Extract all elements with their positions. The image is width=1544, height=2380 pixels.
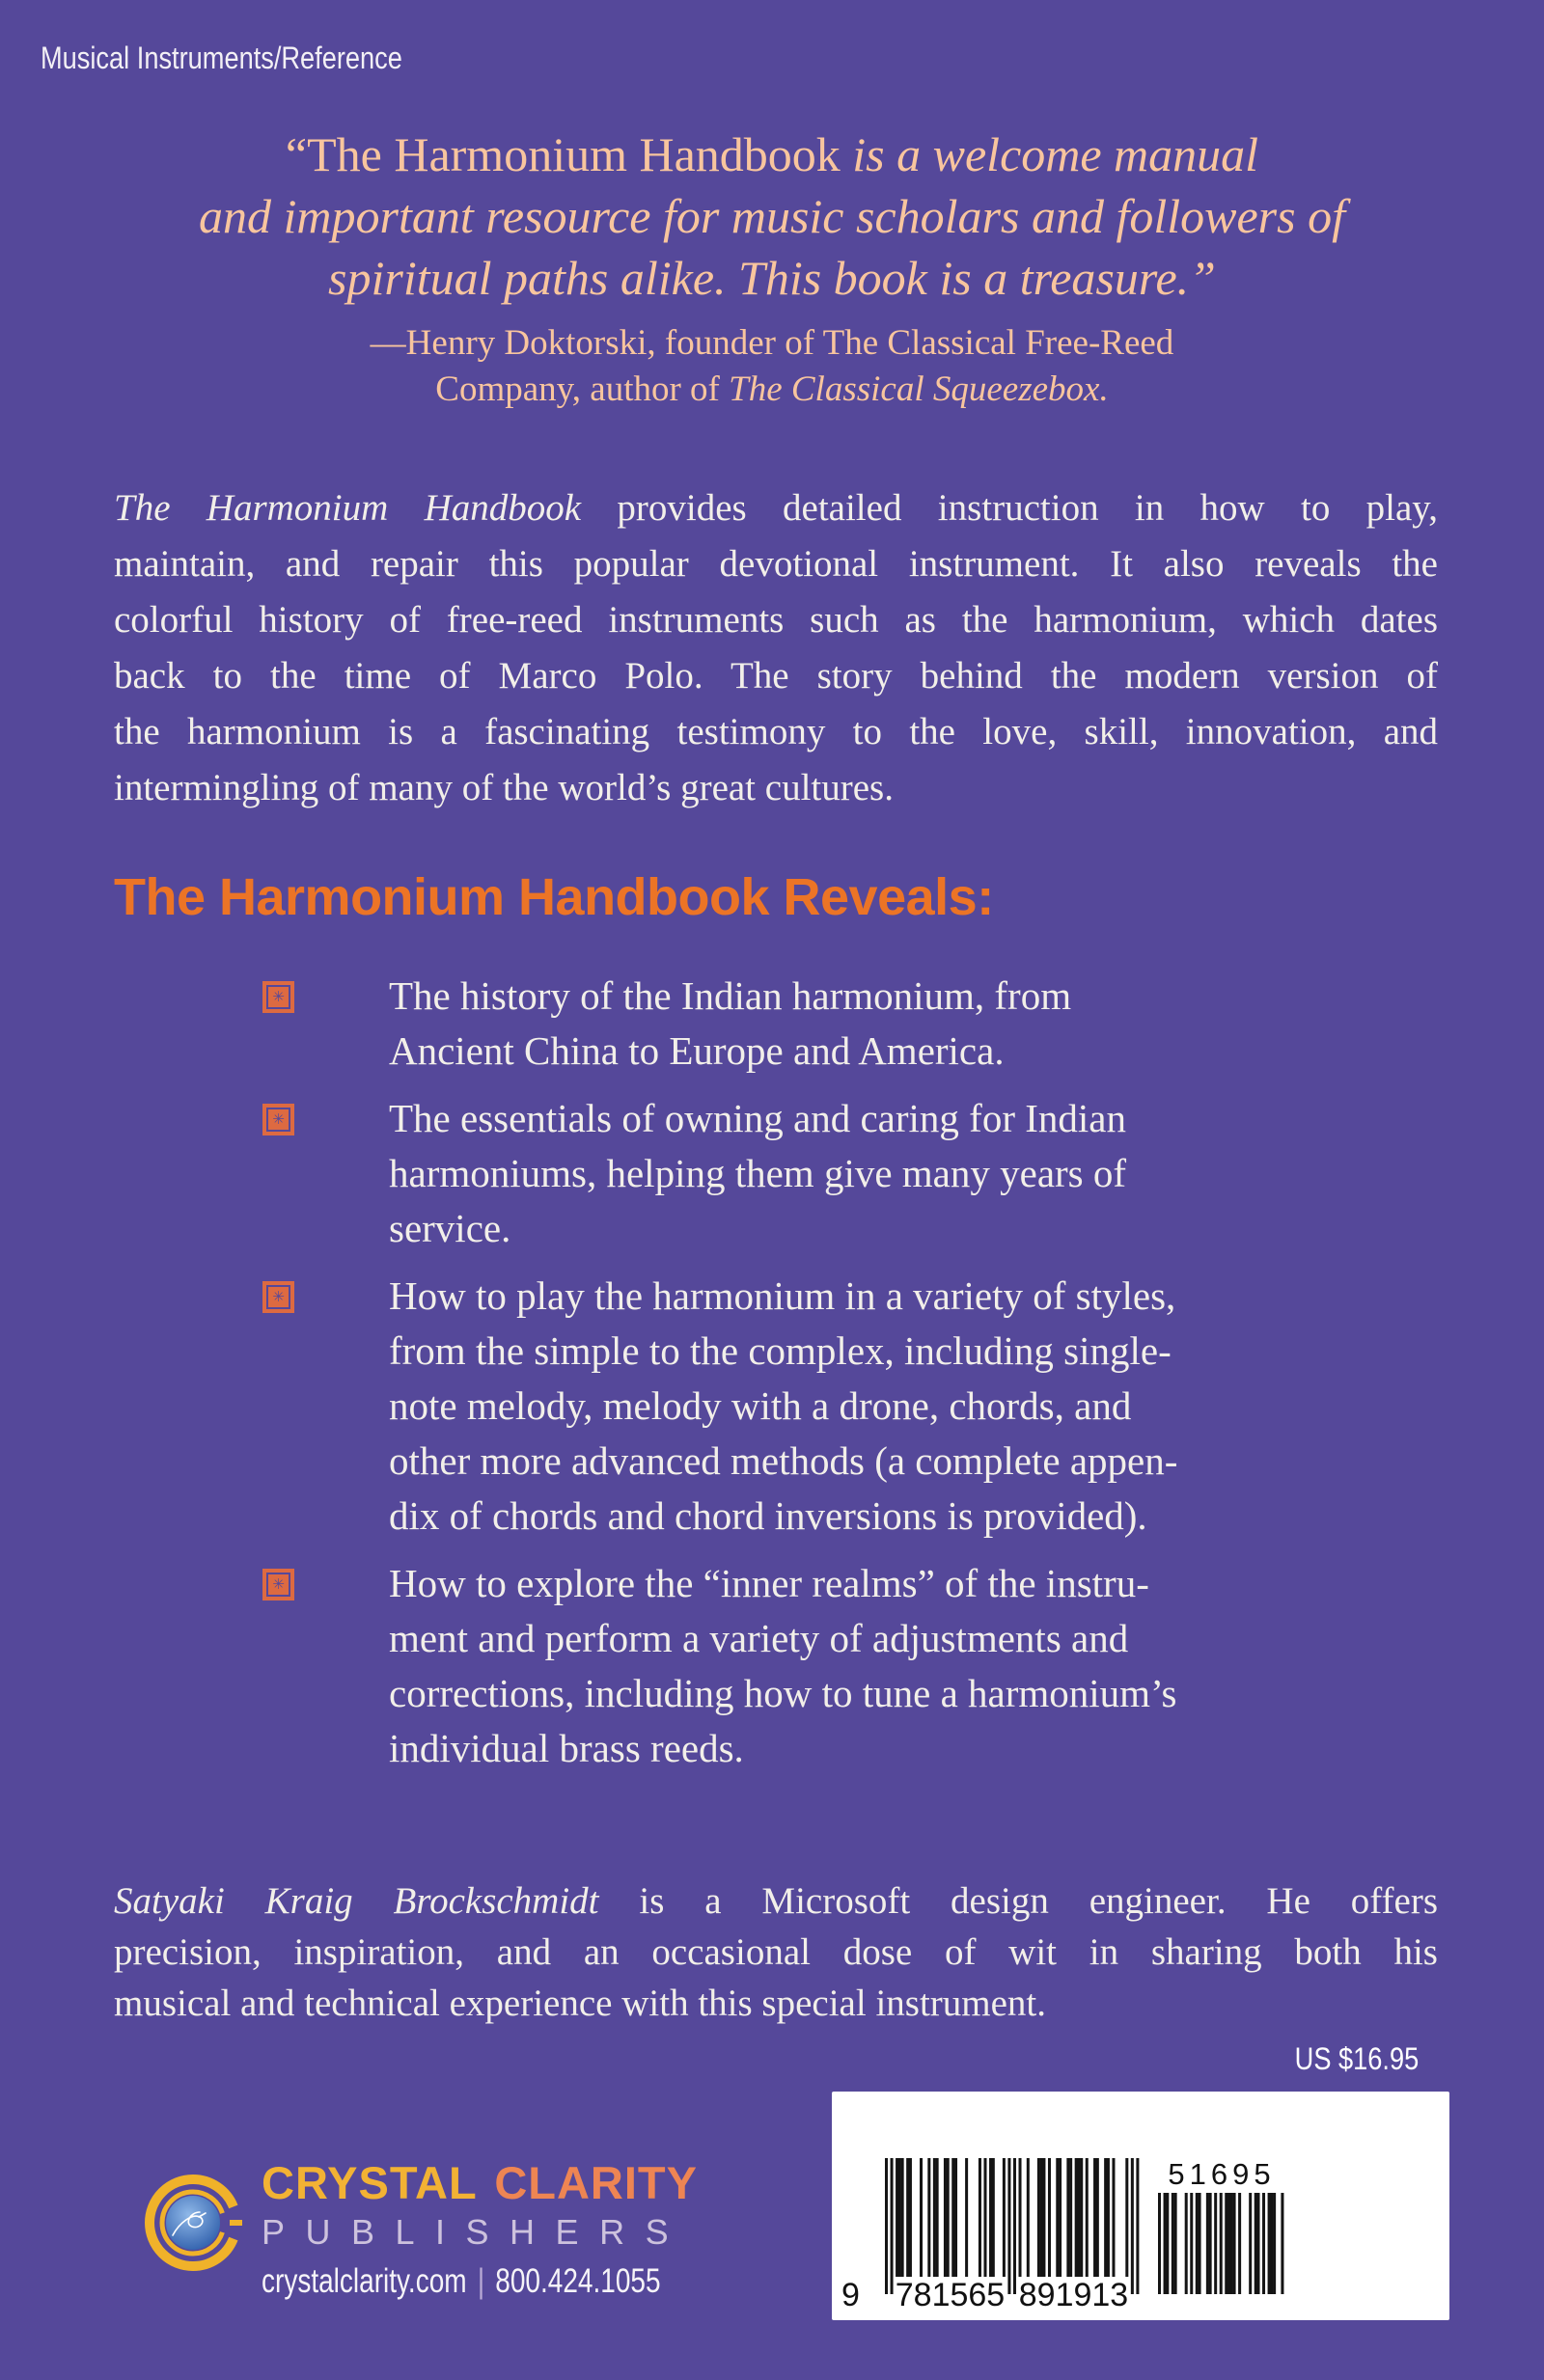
price-area <box>1273 2041 1419 2077</box>
wordmark-crystal: CRYSTAL <box>262 2157 478 2208</box>
bullet-text <box>389 1269 1177 1544</box>
barcode <box>832 2092 1449 2320</box>
text-line: service. <box>389 1206 511 1250</box>
publisher-logo <box>143 2173 243 2273</box>
bullet-ornament-icon <box>262 1569 294 1600</box>
text-line: Company, author of The Classical Squeezebox. <box>435 369 1109 409</box>
text-line: colorful history of free-reed instruments such as the harmonium, which dates <box>114 599 1438 641</box>
snowflake-glyph: ✳ <box>266 985 290 1009</box>
author-bio <box>114 1875 1438 2029</box>
snowflake-glyph: ✳ <box>266 1285 290 1309</box>
crystal-clarity-wordmark <box>262 2159 698 2207</box>
crystal-clarity-logo-icon <box>143 2173 243 2273</box>
quote-attribution <box>0 320 1544 413</box>
bullet-ornament-icon <box>262 1104 294 1135</box>
text-line: intermingling of many of the world’s great cultures. <box>114 767 894 808</box>
website-label: crystalclarity.com <box>262 2262 467 2300</box>
isbn-digits-right: 891913 <box>1018 2277 1129 2313</box>
reveals-item <box>262 1556 1319 1776</box>
snowflake-glyph: ✳ <box>266 1108 290 1132</box>
publisher-block <box>262 2159 698 2301</box>
text-line: How to explore the “inner realms” of the instru- <box>389 1561 1149 1605</box>
reveals-item <box>262 1269 1319 1544</box>
text-line: The essentials of owning and caring for Indian <box>389 1096 1126 1140</box>
snowflake-glyph: ✳ <box>266 1573 290 1597</box>
text-line: —Henry Doktorski, founder of The Classical Free-Reed <box>370 323 1174 363</box>
bullet-ornament-icon <box>262 1281 294 1313</box>
publishers-label: PUBLISHERS <box>262 2212 690 2252</box>
bullet-text <box>389 1091 1126 1256</box>
text-line: Ancient China to Europe and America. <box>389 1028 1005 1073</box>
text-line: and important resource for music scholars and followers of <box>199 189 1345 243</box>
text-line: maintain, and repair this popular devotional instrument. It also reveals the <box>114 543 1438 585</box>
text-line: The Harmonium Handbook provides detailed instruction in how to play, <box>114 487 1438 529</box>
review-quote <box>0 123 1544 309</box>
text-line: other more advanced methods (a complete appen- <box>389 1438 1178 1483</box>
phone-label: 800.424.1055 <box>495 2262 661 2300</box>
reveals-item <box>262 969 1319 1079</box>
wordmark-clarity: CLARITY <box>494 2157 698 2208</box>
bullet-text <box>389 969 1071 1079</box>
text-line: spiritual paths alike. This book is a treasure.” <box>328 251 1216 305</box>
price-label: US $16.95 <box>1294 2041 1419 2076</box>
reveals-list <box>262 969 1319 1789</box>
reveals-item <box>262 1091 1319 1256</box>
contact-divider: | <box>477 2262 485 2300</box>
text-line: dix of chords and chord inversions is provided). <box>389 1493 1147 1538</box>
text-line: “The Harmonium Handbook is a welcome manual <box>285 127 1259 181</box>
description-paragraph <box>114 480 1438 816</box>
bullet-text <box>389 1556 1176 1776</box>
text-line: The history of the Indian harmonium, from <box>389 973 1072 1018</box>
publisher-contact <box>262 2262 698 2301</box>
text-line: ment and perform a variety of adjustments and <box>389 1616 1129 1660</box>
text-line: individual brass reeds. <box>389 1726 744 1770</box>
text-line: harmoniums, helping them give many years of <box>389 1151 1127 1195</box>
reveals-heading: The Harmonium Handbook Reveals: <box>114 868 994 926</box>
text-line: precision, inspiration, and an occasional dose of wit in sharing both his <box>114 1931 1438 1973</box>
text-line: back to the time of Marco Polo. The story behind the modern version of <box>114 655 1438 697</box>
text-line: musical and technical experience with this special instrument. <box>114 1983 1047 2024</box>
isbn-digit-lead: 9 <box>841 2277 860 2313</box>
text-line: note melody, melody with a drone, chords, and <box>389 1383 1132 1428</box>
category-label: Musical Instruments/Reference <box>41 41 402 75</box>
text-line: from the simple to the complex, including single- <box>389 1328 1172 1373</box>
text-line: Satyaki Kraig Brockschmidt is a Microsoft design engineer. He offers <box>114 1880 1438 1922</box>
text-line: How to play the harmonium in a variety of styles, <box>389 1273 1176 1318</box>
isbn-digits-left: 781565 <box>895 2277 1006 2313</box>
bullet-ornament-icon <box>262 981 294 1013</box>
text-line: corrections, including how to tune a harmonium’s <box>389 1671 1177 1715</box>
barcode-supplement-digits: 51695 <box>1168 2157 1276 2191</box>
text-line: the harmonium is a fascinating testimony to the love, skill, innovation, and <box>114 711 1438 752</box>
